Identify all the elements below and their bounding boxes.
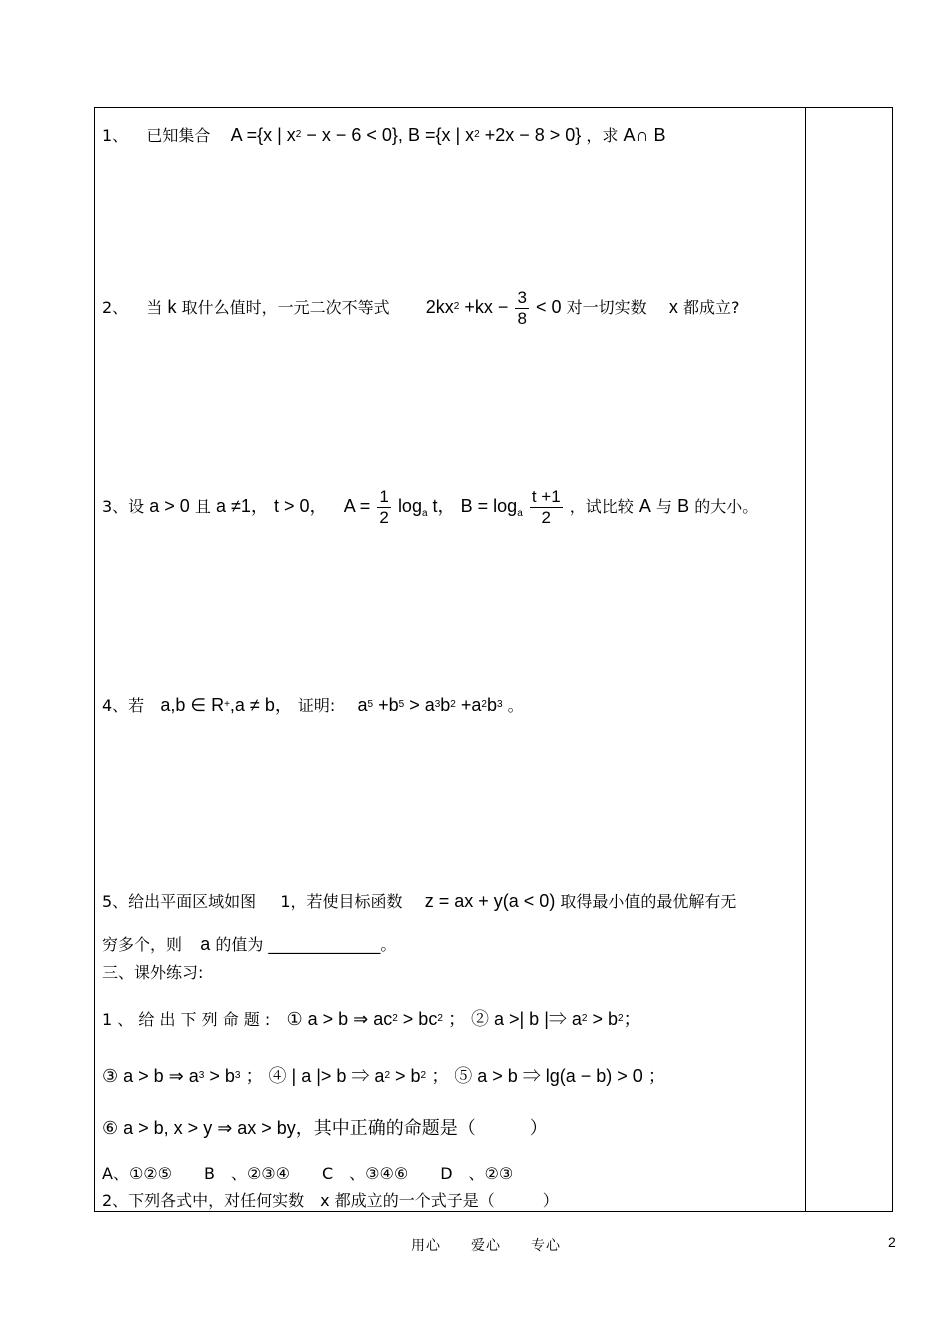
problem-1: 1、 已知集合 A ={x | $x^2 - x - 6 < 0$}, B ={x | $x^2 +2x - 8 > 0$} ，求 A∩ B: [102, 125, 666, 145]
section-3-title: 三、课外练习:: [102, 963, 204, 982]
problem-4: 4、若 a,b ∈ R+,a ≠ b， 证明: $a^5 +b^5 > a^3b^2 +a^2b^3$ 。: [102, 695, 524, 715]
exercise-1-options: A、①②⑤ B 、②③④ C 、③④⑥ D 、②③: [102, 1164, 514, 1183]
exercise-2: 2、下列各式中，对任何实数 x 都成立的一个式子是（ ）: [102, 1191, 559, 1210]
worksheet-table: [94, 107, 893, 1212]
problem-3: 3、设 a > 0 且 a ≠1， t > 0， A = $\frac{1}{2}$ $\log_a t$， $B = \log_a$ $\frac{t +1}{2}$ ，试比较 A 与 B 的大小。: [102, 487, 759, 527]
problem-5-line-2: 穷多个，则 a 的值为 ______________。: [102, 934, 397, 954]
page-number: 2: [888, 1234, 896, 1250]
fraction-t1-2: $\frac{t +1}{2}$: [531, 487, 561, 527]
exercise-1-line-2: ③ a > b ⇒ $a^3 > b^3$ ； ④ | a |> b ⇒ $a^2 > b^2$ ； ⑤ a > b ⇒ lg(a − b) > 0 ；: [102, 1066, 666, 1086]
table-column-divider: [805, 107, 806, 1212]
fraction-3-8: $\frac{3}{8}$: [517, 288, 527, 328]
fraction-1-2: $\frac{1}{2}$: [379, 487, 389, 527]
exercise-1-line-3: ⑥ a > b, x > y ⇒ ax > by，其中正确的命题是（ ）: [102, 1118, 548, 1138]
footer-motto: 用心 爱心 专心: [411, 1238, 561, 1254]
problem-2: 2、 当 k 取什么值时，一元二次不等式 $2kx^2 +kx$ − $\frac{3}{8}$ < 0 对一切实数 x 都成立?: [102, 288, 740, 328]
exercise-1: 1 、 给 出 下 列 命 题 : ① a > b ⇒ $ac^2 > bc^2$ ； ② a >| b |⇒ $a^2 > b^2$；: [102, 1009, 642, 1029]
problem-5: 5、给出平面区域如图 1，若使目标函数 z = ax + y(a < 0) 取得最小值的最优解有无: [102, 891, 737, 911]
